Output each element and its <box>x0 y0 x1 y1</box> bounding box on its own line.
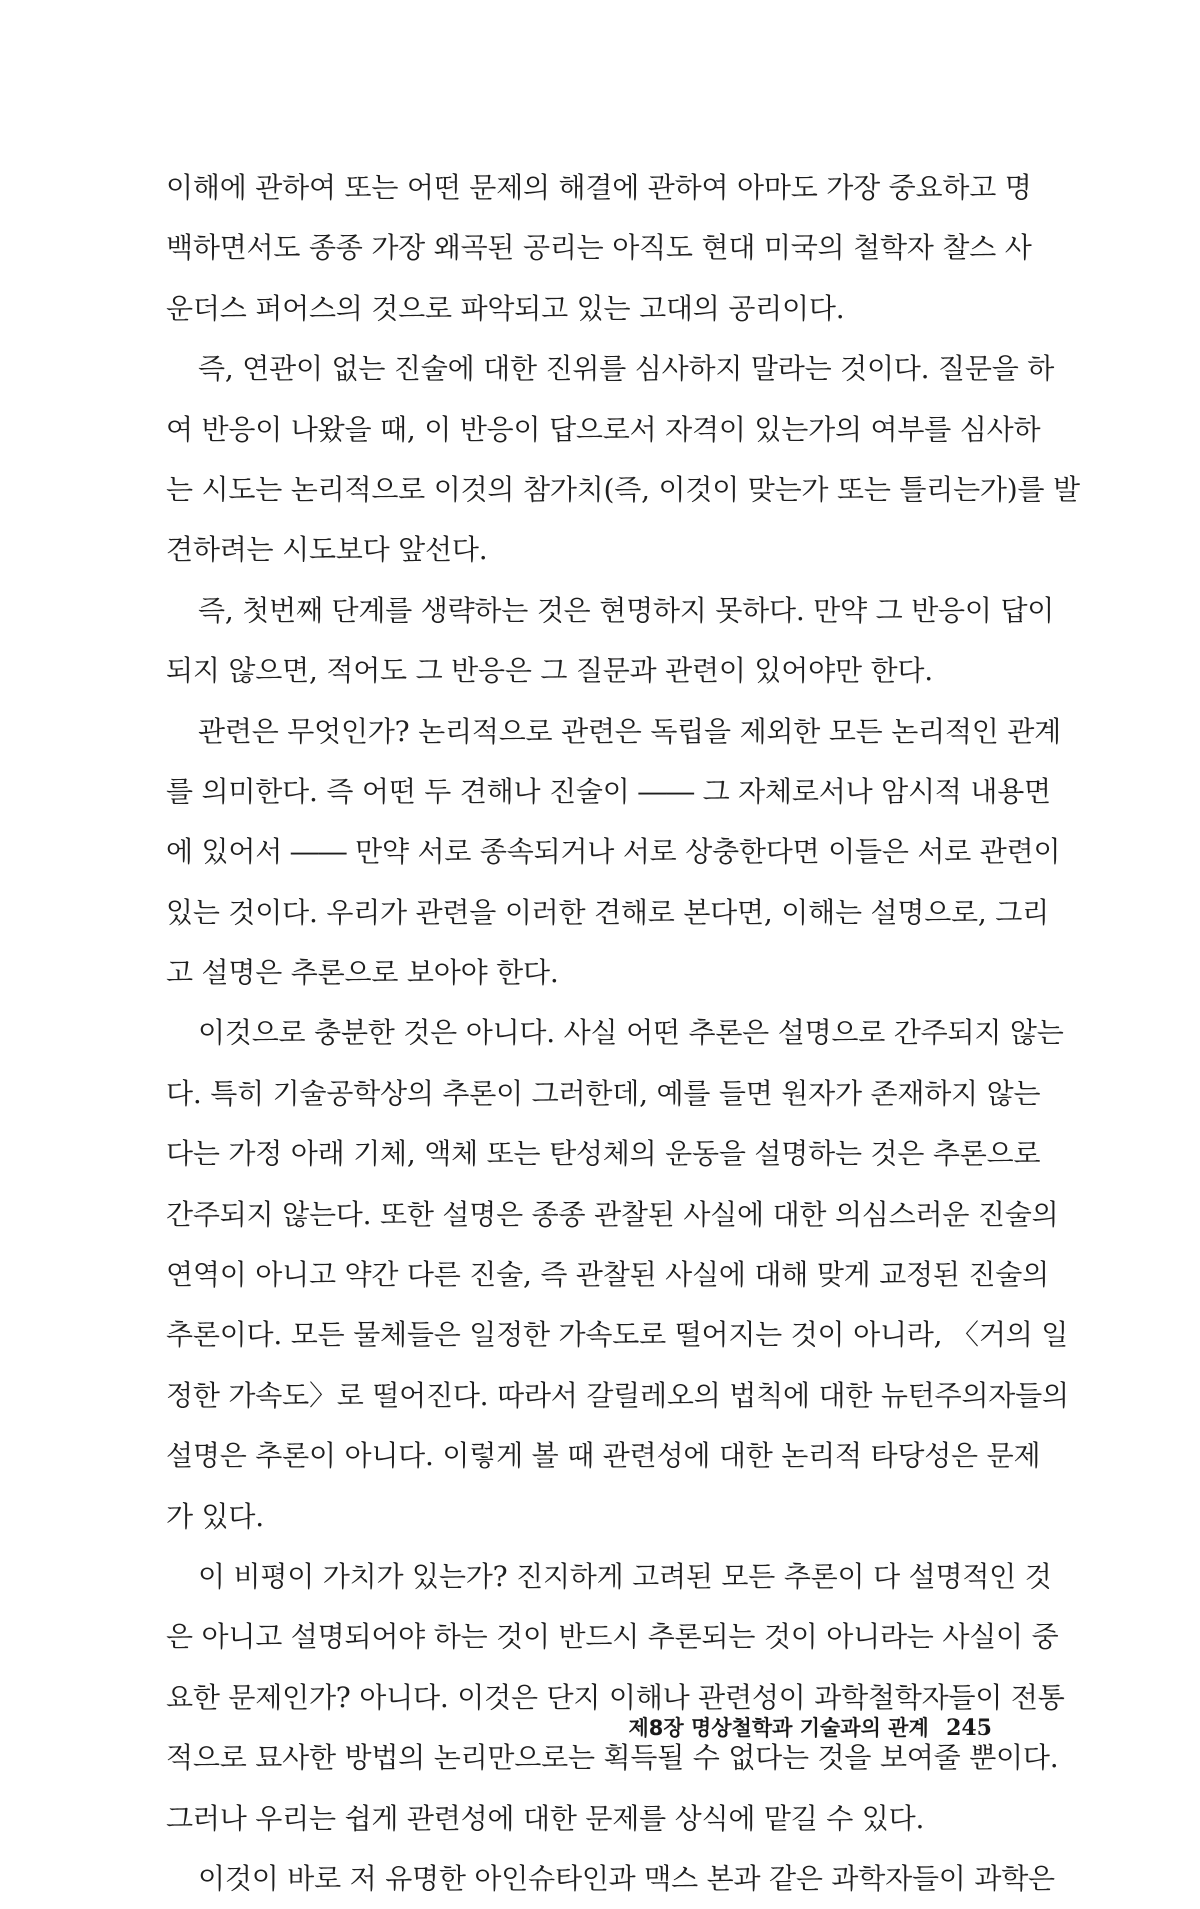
text-line: 설명은 추론이 아니다. 이렇게 볼 때 관련성에 대한 논리적 타당성은 문제 <box>166 1439 1041 1473</box>
text-line: 적으로 묘사한 방법의 논리만으로는 획득될 수 없다는 것을 보여줄 뿐이다. <box>166 1741 1059 1775</box>
body-text <box>166 158 1080 1909</box>
text-line: 여 반응이 나왔을 때, 이 반응이 답으로서 자격이 있는가의 여부를 심사하 <box>166 412 1041 446</box>
text-line: 다. 특히 기술공학상의 추론이 그러한데, 예를 들면 원자가 존재하지 않는 <box>166 1076 1041 1110</box>
text-line: 요한 문제인가? 아니다. 이것은 단지 이해나 관련성이 과학철학자들이 전통 <box>166 1680 1065 1714</box>
text-line: 고 설명은 추론으로 보아야 한다. <box>166 956 559 990</box>
text-line: 되지 않으면, 적어도 그 반응은 그 질문과 관련이 있어야만 한다. <box>166 654 933 688</box>
text-line: 연역이 아니고 약간 다른 진술, 즉 관찰된 사실에 대해 맞게 교정된 진술의 <box>166 1258 1049 1292</box>
running-head: 제8장 명상철학과 기술과의 관계 <box>628 1716 929 1740</box>
text-line: 이것으로 충분한 것은 아니다. 사실 어떤 추론은 설명으로 간주되지 않는 <box>198 1016 1064 1050</box>
page-footer <box>600 1712 992 1742</box>
text-line: 즉, 첫번째 단계를 생략하는 것은 현명하지 못하다. 만약 그 반응이 답이 <box>198 593 1055 627</box>
text-line: 관련은 무엇인가? 논리적으로 관련은 독립을 제외한 모든 논리적인 관계 <box>198 714 1062 748</box>
text-line: 는 시도는 논리적으로 이것의 참가치(즉, 이것이 맞는가 또는 틀리는가)를 발 <box>166 472 1080 506</box>
text-line: 에 있어서 ―― 만약 서로 종속되거나 서로 상충한다면 이들은 서로 관련이 <box>166 835 1061 869</box>
text-line: 은 아니고 설명되어야 하는 것이 반드시 추론되는 것이 아니라는 사실이 중 <box>166 1620 1059 1654</box>
text-line: 이 비평이 가치가 있는가? 진지하게 고려된 모든 추론이 다 설명적인 것 <box>198 1559 1052 1593</box>
text-line: 추론이다. 모든 물체들은 일정한 가속도로 떨어지는 것이 아니라, 〈거의 일 <box>166 1318 1069 1352</box>
text-line: 견하려는 시도보다 앞선다. <box>166 533 488 567</box>
text-line: 있는 것이다. 우리가 관련을 이러한 견해로 본다면, 이해는 설명으로, 그리 <box>166 895 1050 929</box>
text-line: 즉, 연관이 없는 진술에 대한 진위를 심사하지 말라는 것이다. 질문을 하 <box>198 352 1055 386</box>
text-line: 가 있다. <box>166 1499 264 1533</box>
text-line: 이해에 관하여 또는 어떤 문제의 해결에 관하여 아마도 가장 중요하고 명 <box>166 171 1032 204</box>
text-line: 다는 가정 아래 기체, 액체 또는 탄성체의 운동을 설명하는 것은 추론으로 <box>166 1137 1041 1171</box>
text-line: 운더스 퍼어스의 것으로 파악되고 있는 고대의 공리이다. <box>166 291 845 325</box>
text-line: 간주되지 않는다. 또한 설명은 종종 관찰된 사실에 대한 의심스러운 진술의 <box>166 1197 1059 1231</box>
page-number: 245 <box>946 1715 992 1741</box>
text-line: 그러나 우리는 쉽게 관련성에 대한 문제를 상식에 맡길 수 있다. <box>166 1801 925 1835</box>
text-line: 정한 가속도〉로 떨어진다. 따라서 갈릴레오의 법칙에 대한 뉴턴주의자들의 <box>166 1378 1069 1412</box>
text-line: 백하면서도 종종 가장 왜곡된 공리는 아직도 현대 미국의 철학자 찰스 사 <box>166 231 1032 265</box>
text-line: 이것이 바로 저 유명한 아인슈타인과 맥스 본과 같은 과학자들이 과학은 <box>198 1861 1055 1895</box>
text-line: 를 의미한다. 즉 어떤 두 견해나 진술이 ―― 그 자체로서나 암시적 내용면 <box>166 774 1051 808</box>
